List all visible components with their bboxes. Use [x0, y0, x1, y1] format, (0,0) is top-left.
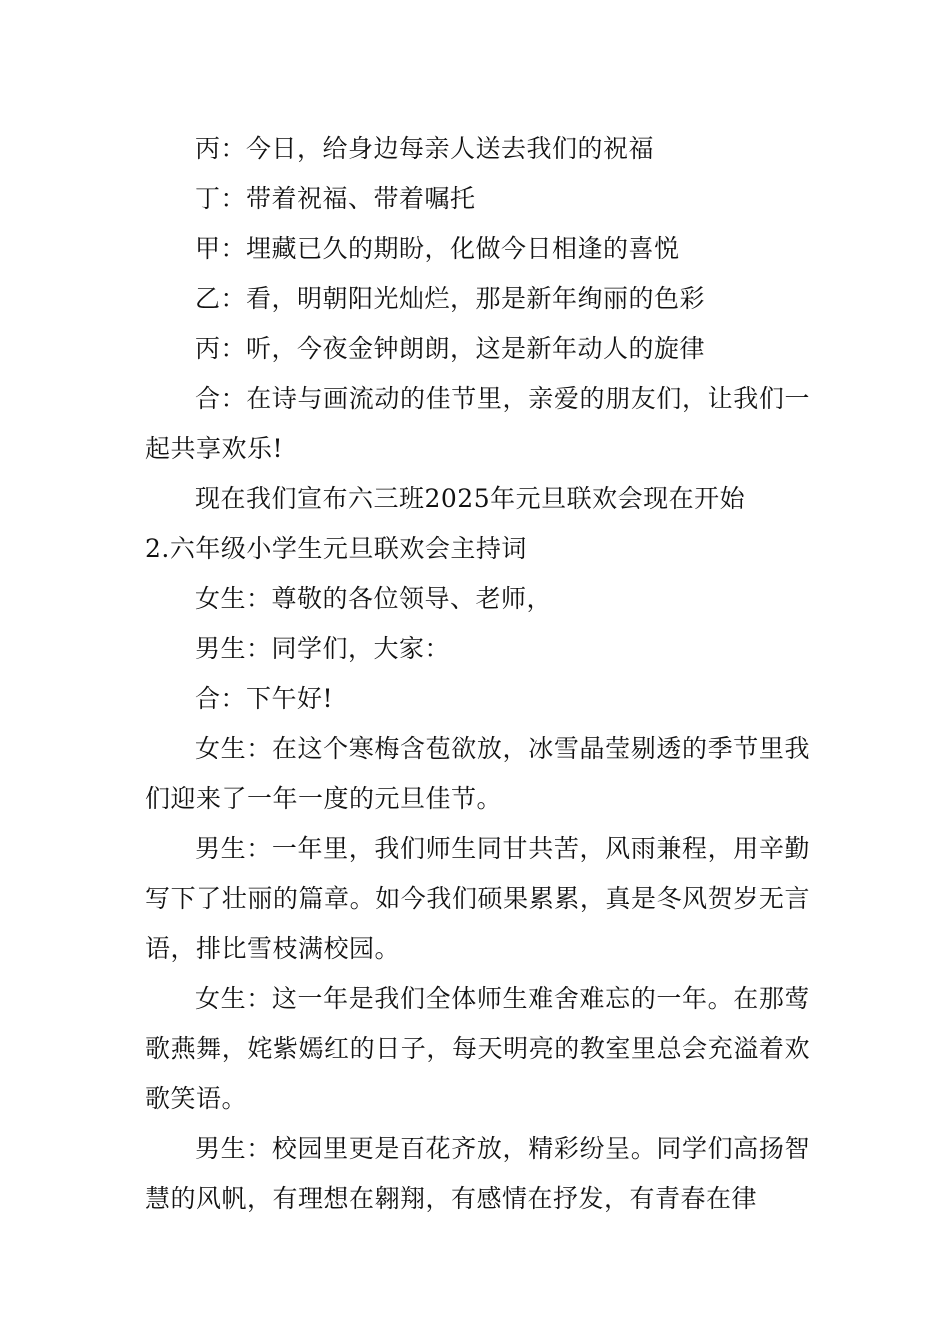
paragraph: 丙：今日，给身边每亲人送去我们的祝福: [195, 134, 655, 163]
paragraph: 丙：听，今夜金钟朗朗，这是新年动人的旋律: [195, 334, 706, 363]
paragraph: 现在我们宣布六三班2025年元旦联欢会现在开始: [195, 484, 746, 513]
paragraph: 甲：埋藏已久的期盼，化做今日相逢的喜悦: [195, 234, 680, 263]
paragraph: 男生：一年里，我们师生同甘共苦，风雨兼程，用辛勤写下了壮丽的篇章。如今我们硕果累累，真是冬风贺岁无言语，排比雪枝满校园。: [145, 834, 810, 963]
paragraph: 丁：带着祝福、带着嘱托: [195, 184, 476, 213]
section-heading: 2.六年级小学生元旦联欢会主持词: [145, 534, 527, 563]
paragraph: 合：在诗与画流动的佳节里，亲爱的朋友们，让我们一起共享欢乐!: [145, 384, 810, 463]
paragraph: 男生：同学们，大家：: [195, 634, 451, 663]
paragraph: 合：下午好!: [195, 684, 334, 713]
document-body: [145, 124, 810, 1224]
paragraph: 女生：这一年是我们全体师生难舍难忘的一年。在那莺歌燕舞，姹紫嫣红的日子，每天明亮的教室里总会充溢着欢歌笑语。: [145, 984, 810, 1113]
paragraph: 男生：校园里更是百花齐放，精彩纷呈。同学们高扬智慧的风帆，有理想在翱翔，有感情在抒发，有青春在律: [145, 1134, 810, 1213]
paragraph: 女生：尊敬的各位领导、老师，: [195, 584, 553, 613]
paragraph: 女生：在这个寒梅含苞欲放，冰雪晶莹剔透的季节里我们迎来了一年一度的元旦佳节。: [145, 734, 810, 813]
paragraph: 乙：看，明朝阳光灿烂，那是新年绚丽的色彩: [195, 284, 706, 313]
